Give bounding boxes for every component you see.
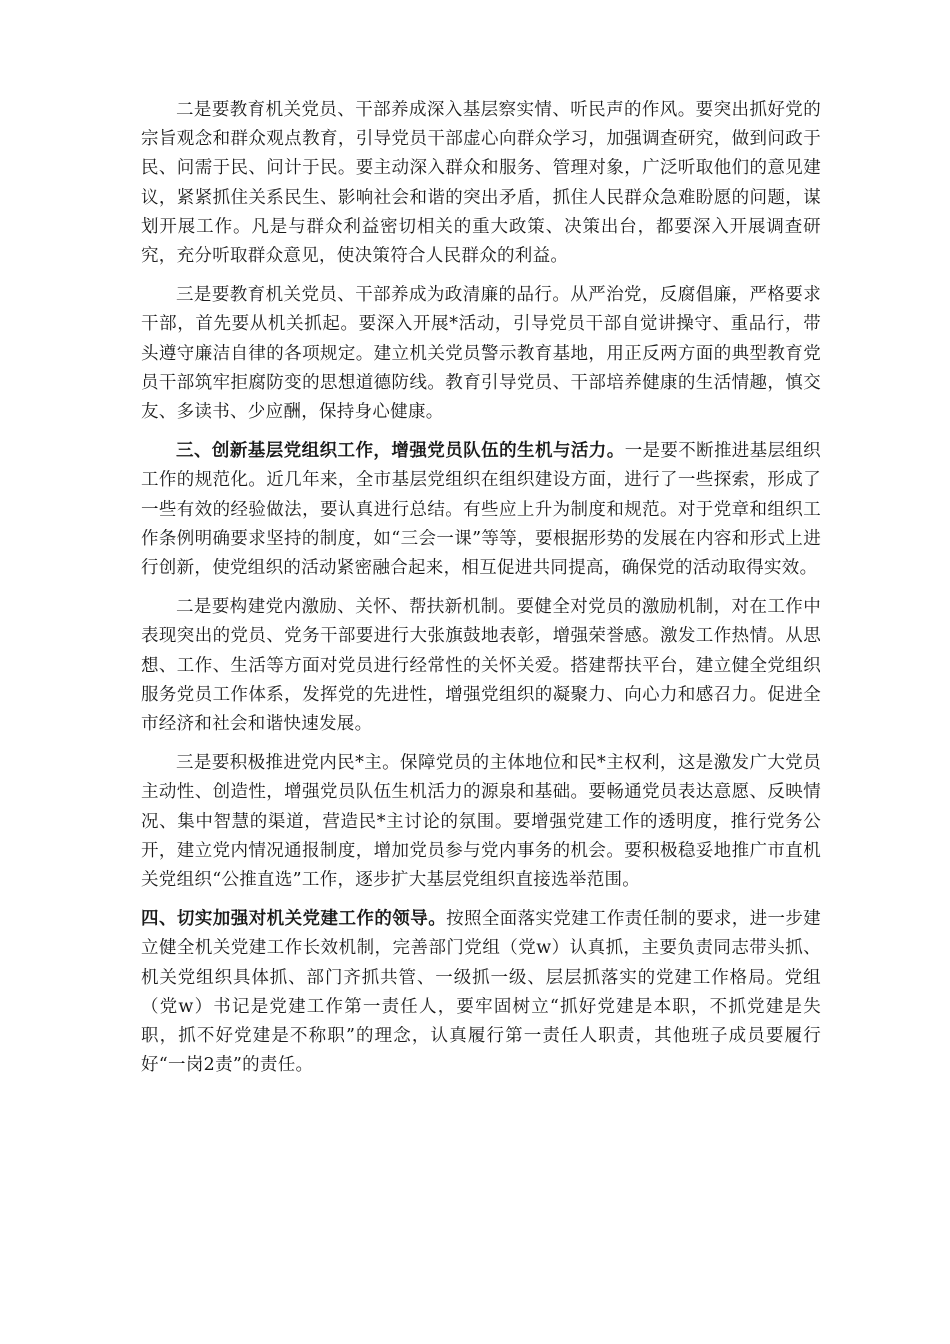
paragraph-text: 一是要不断推进基层组织工作的规范化。近几年来，全市基层党组织在组织建设方面，进行了一些探索，形成了一些有效的经验做法，要认真进行总结。有些应上升为制度和规范。对于党章和组织工作条例明确要求坚持的制度，如“三会一课”等等，要根据形势的发展在内容和形式上进行创新，使党组织的活动紧密融合起来，相互促进共同提高，确保党的活动取得实效。: [141, 441, 821, 579]
paragraph-2: [141, 281, 821, 427]
document-body: [141, 96, 821, 1091]
paragraph-3: [141, 437, 821, 583]
section-heading-4: 四、切实加强对机关党建工作的领导。: [141, 909, 447, 930]
paragraph-text: 三是要教育机关党员、干部养成为政清廉的品行。从严治党，反腐倡廉，严格要求干部，首先要从机关抓起。要深入开展*活动，引导党员干部自觉讲操守、重品行，带头遵守廉洁自律的各项规定。建立机关党员警示教育基地，用正反两方面的典型教育党员干部筑牢拒腐防变的思想道德防线。教育引导党员、干部培养健康的生活情趣，慎交友、多读书、少应酬，保持身心健康。: [141, 285, 821, 423]
paragraph-4: [141, 593, 821, 739]
paragraph-text: 按照全面落实党建工作责任制的要求，进一步建立健全机关党建工作长效机制，完善部门党组（党w）认真抓，主要负责同志带头抓、机关党组织具体抓、部门齐抓共管、一级抓一级、层层抓落实的党建工作格局。党组（党w）书记是党建工作第一责任人，要牢固树立“抓好党建是本职，不抓党建是失职，抓不好党建是不称职”的理念，认真履行第一责任人职责，其他班子成员要履行好“一岗2责”的责任。: [141, 909, 821, 1076]
paragraph-6: [141, 905, 821, 1080]
section-heading-3: 三、创新基层党组织工作，增强党员队伍的生机与活力。: [176, 441, 625, 462]
paragraph-text: 三是要积极推进党内民*主。保障党员的主体地位和民*主权利，这是激发广大党员主动性、创造性，增强党员队伍生机活力的源泉和基础。要畅通党员表达意愿、反映情况、集中智慧的渠道，营造民*主讨论的氛围。要增强党建工作的透明度，推行党务公开，建立党内情况通报制度，增加党员参与党内事务的机会。要积极稳妥地推广市直机关党组织“公推直选”工作，逐步扩大基层党组织直接选举范围。: [141, 753, 821, 891]
paragraph-text: 二是要教育机关党员、干部养成深入基层察实情、听民声的作风。要突出抓好党的宗旨观念和群众观点教育，引导党员干部虚心向群众学习，加强调查研究，做到问政于民、问需于民、问计于民。要主动深入群众和服务、管理对象，广泛听取他们的意见建议，紧紧抓住关系民生、影响社会和谐的突出矛盾，抓住人民群众急难盼愿的问题，谋划开展工作。凡是与群众利益密切相关的重大政策、决策出台，都要深入开展调查研究，充分听取群众意见，使决策符合人民群众的利益。: [141, 100, 821, 267]
paragraph-text: 二是要构建党内激励、关怀、帮扶新机制。要健全对党员的激励机制，对在工作中表现突出的党员、党务干部要进行大张旗鼓地表彰，增强荣誉感。激发工作热情。从思想、工作、生活等方面对党员进行经常性的关怀关爱。搭建帮扶平台，建立健全党组织服务党员工作体系，发挥党的先进性，增强党组织的凝聚力、向心力和感召力。促进全市经济和社会和谐快速发展。: [141, 597, 821, 735]
paragraph-1: [141, 96, 821, 271]
paragraph-5: [141, 749, 821, 895]
